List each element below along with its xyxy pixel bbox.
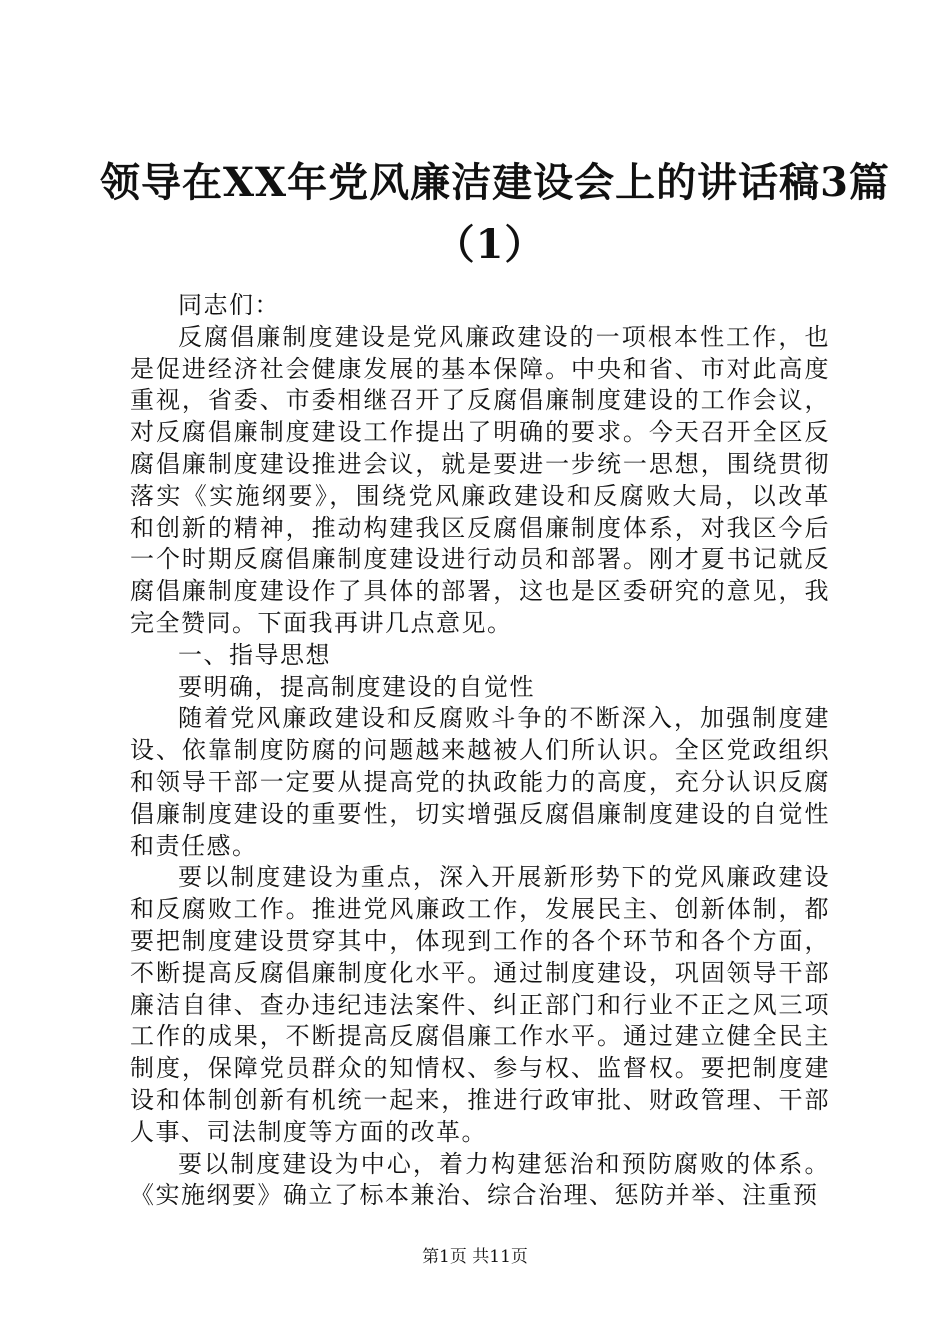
document-title: 领导在XX年党风廉洁建设会上的讲话稿3篇 <box>100 159 890 206</box>
paragraph: 要以制度建设为中心，着力构建惩治和预防腐败的体系。《实施纲要》确立了标本兼治、综合治理、惩防并举、注重预 <box>130 1149 830 1210</box>
paragraph: 要以制度建设为重点，深入开展新形势下的党风廉政建设和反腐败工作。推进党风廉政工作，发展民主、创新体制，都要把制度建设贯穿其中，体现到工作的各个环节和各个方面，不断提高反腐倡廉制度化水平。通过制度建设，巩固领导干部廉洁自律、查办违纪违法案件、纠正部门和行业不正之风三项工作的成果，不断提高反腐倡廉工作水平。通过建立健全民主制度，保障党员群众的知情权、参与权、监督权。要把制度建设和体制创新有机统一起来，推进行政审批、财政管理、干部人事、司法制度等方面的改革。 <box>130 863 830 1146</box>
paragraph: 反腐倡廉制度建设是党风廉政建设的一项根本性工作，也是促进经济社会健康发展的基本保障。中央和省、市对此高度重视，省委、市委相继召开了反腐倡廉制度建设的工作会议，对反腐倡廉制度建设工作提出了明确的要求。今天召开全区反腐倡廉制度建设推进会议，就是要进一步统一思想，围绕贯彻落实《实施纲要》，围绕党风廉政建设和反腐败大局，以改革和创新的精神，推动构建我区反腐倡廉制度体系，对我区今后一个时期反腐倡廉制度建设进行动员和部署。刚才夏书记就反腐倡廉制度建设作了具体的部署，这也是区委研究的意见，我完全赞同。下面我再讲几点意见。 <box>130 322 830 637</box>
document-title-number: （1） <box>434 221 546 268</box>
page-number: 第1页 共11页 <box>422 1247 528 1267</box>
salutation: 同志们： <box>178 291 280 319</box>
subsection-heading: 要明确，提高制度建设的自觉性 <box>178 672 535 701</box>
paragraph: 随着党风廉政建设和反腐败斗争的不断深入，加强制度建设、依靠制度防腐的问题越来越被人们所认识。全区党政组织和领导干部一定要从提高党的执政能力的高度，充分认识反腐倡廉制度建设的重要性，切实增强反腐倡廉制度建设的自觉性和责任感。 <box>130 704 830 860</box>
section-heading: 一、指导思想 <box>178 640 331 669</box>
document-body <box>130 290 830 1212</box>
